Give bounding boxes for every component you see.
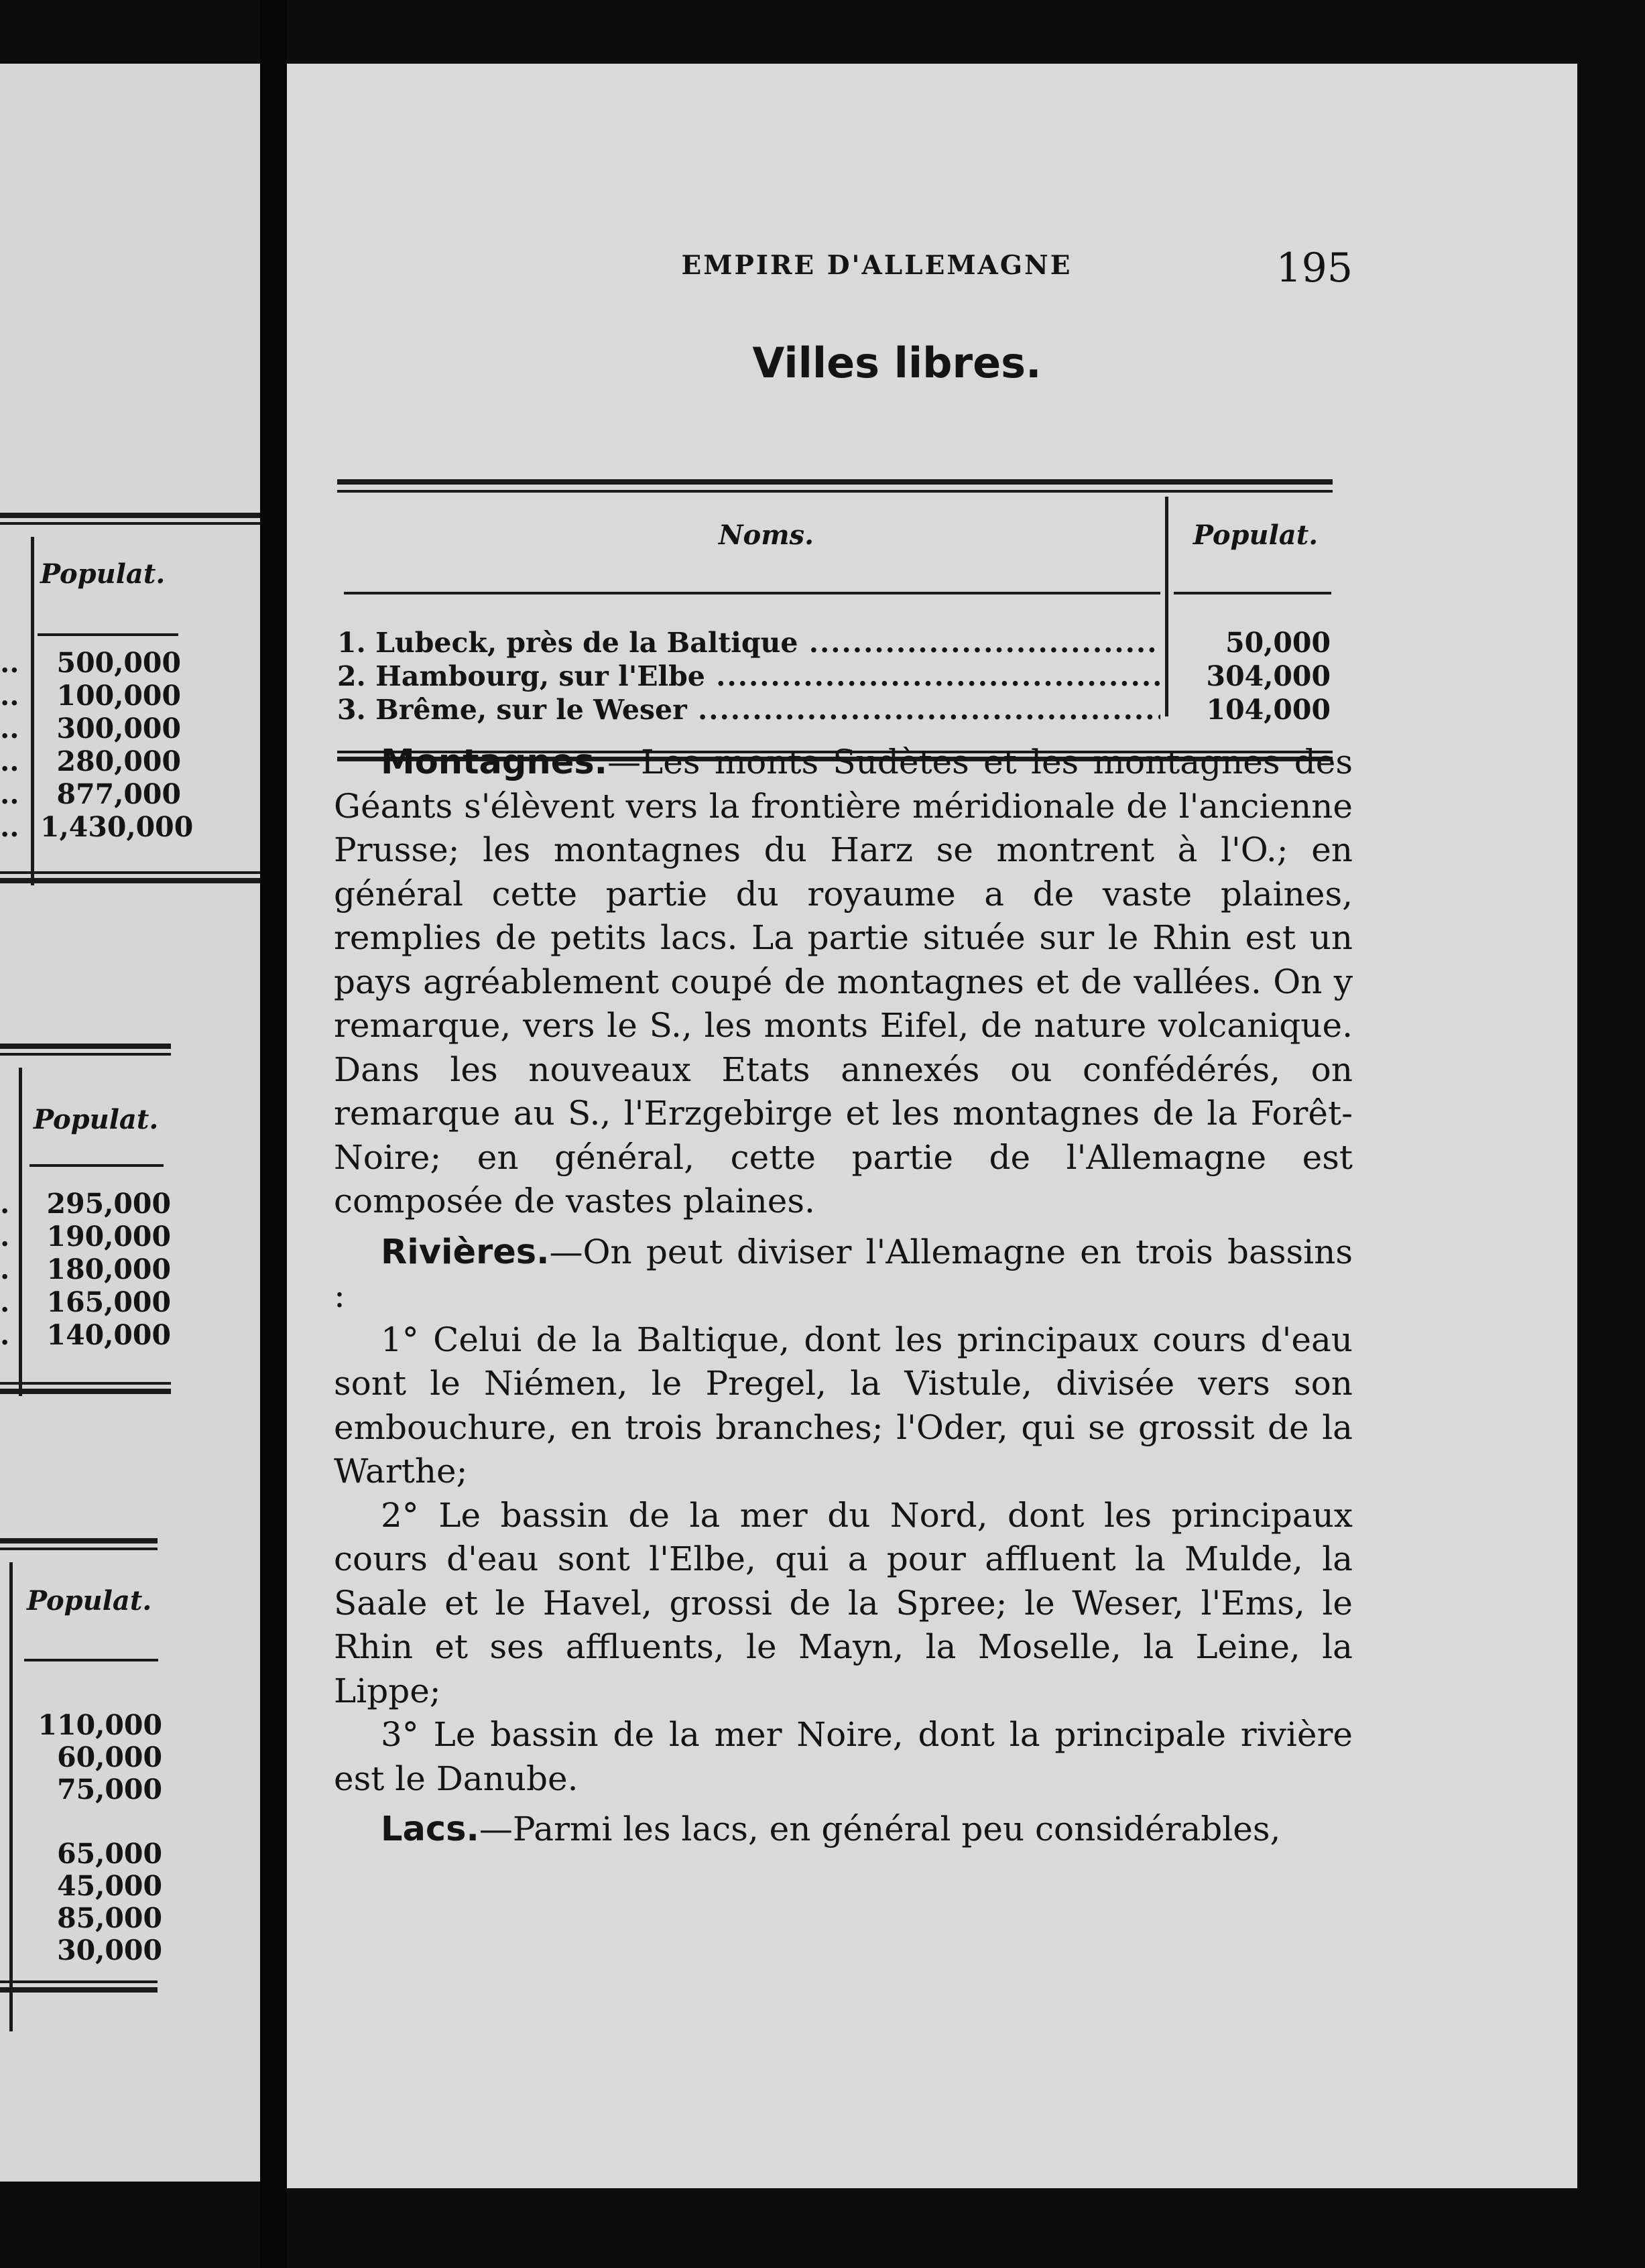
column-divider <box>19 1068 22 1396</box>
table-top-rule <box>337 479 1333 485</box>
table-top-rule <box>0 1538 158 1550</box>
left-table-2 <box>0 1044 260 1472</box>
paragraph-mer-du-nord <box>334 1494 1353 1714</box>
table-top-rule <box>0 513 260 525</box>
city-name: 2. Hambourg, sur l'Elbe ..... <box>337 660 1160 692</box>
header-rule <box>1174 592 1331 594</box>
value: 1,430,000 <box>40 811 194 843</box>
table-bottom-rule <box>0 871 260 883</box>
header-rule <box>344 592 1160 594</box>
table-row <box>337 660 1333 694</box>
table-top-rule-thin <box>337 490 1333 493</box>
value-list <box>40 647 194 844</box>
value: 190,000 <box>46 1220 171 1253</box>
paragraph-text: 3° Le bassin de la mer Noire, dont la principale rivière est le Danube. <box>334 1715 1353 1798</box>
value: 75,000 <box>57 1773 162 1806</box>
cities-table <box>337 412 1333 774</box>
column-divider <box>9 1562 13 2031</box>
table-bottom-rule-wrap <box>0 871 260 883</box>
leader-dots: .. .. .. .. .. .. <box>0 647 19 843</box>
header-rule <box>29 1164 164 1167</box>
value: 877,000 <box>56 778 181 810</box>
value: 65,000 <box>57 1838 162 1870</box>
city-population: 50,000 <box>1225 627 1331 659</box>
value-list <box>27 1188 171 1352</box>
value: 60,000 <box>57 1741 162 1773</box>
paragraph-text: 1° Celui de la Baltique, dont les principaux cours d'eau sont le Niémen, le Pregel, la Vistule, divisée vers son embouchure, en trois branches; l'Oder, qui se grossit de la Warthe; <box>334 1320 1353 1491</box>
book-page <box>287 64 1577 2188</box>
value: 100,000 <box>56 680 181 712</box>
table-bottom-rule-wrap <box>0 1980 158 1993</box>
previous-page-fragment <box>0 64 260 2182</box>
value: 45,000 <box>57 1870 162 1902</box>
table-bottom-rule <box>0 1382 171 1394</box>
paragraph-lead: Montagnes. <box>381 743 608 782</box>
column-header: Populat. <box>27 1585 152 1617</box>
book-gutter <box>260 0 287 2268</box>
paragraph-text: —Parmi les lacs, en général peu considérables, <box>479 1810 1281 1848</box>
table-top-rule <box>0 1044 171 1056</box>
value: 500,000 <box>56 647 181 679</box>
value: 295,000 <box>46 1188 171 1220</box>
paragraph-lacs <box>334 1808 1353 1852</box>
paragraph-mer-noire <box>334 1713 1353 1801</box>
table-row <box>337 627 1333 660</box>
value <box>13 1806 162 1838</box>
city-population: 104,000 <box>1206 694 1331 726</box>
paragraph-lead: Lacs. <box>381 1810 479 1849</box>
value: 280,000 <box>56 745 181 777</box>
paragraph-montagnes <box>334 741 1353 1224</box>
value: 300,000 <box>56 712 181 745</box>
left-table-1 <box>0 513 260 928</box>
paragraph-rivieres <box>334 1231 1353 1318</box>
city-name: 1. Lubeck, près de la Baltique ..... <box>337 627 1160 659</box>
column-divider <box>31 537 34 885</box>
paragraph-text: —On peut diviser l'Allemagne en trois bassins : <box>334 1232 1353 1315</box>
table-row <box>337 694 1333 727</box>
value: 140,000 <box>46 1319 171 1351</box>
value: 85,000 <box>57 1902 162 1934</box>
column-header-population: Populat. <box>1193 519 1319 551</box>
body-text <box>334 741 1353 1852</box>
value: 180,000 <box>46 1253 171 1285</box>
column-header-name: Noms. <box>718 519 814 551</box>
paragraph-text: 2° Le bassin de la mer du Nord, dont les principaux cours d'eau sont l'Elbe, qui a pour affluent la Mulde, la Saale et le Havel, grossi de la Spree; le Weser, l'Ems, le Rhin et ses affluents, le Mayn, la Moselle, la Leine, la Lippe; <box>334 1495 1353 1710</box>
column-header: Populat. <box>40 558 166 590</box>
section-title: Villes libres. <box>752 338 1042 387</box>
header-rule <box>24 1659 158 1661</box>
city-population: 304,000 <box>1206 660 1331 692</box>
value: 30,000 <box>57 1934 162 1966</box>
value-list <box>13 1709 162 1966</box>
city-name: 3. Brême, sur le Weser ..... <box>337 694 1160 726</box>
running-head <box>287 245 1577 292</box>
table-bottom-rule <box>0 1980 158 1993</box>
table-bottom-rule-wrap <box>0 1382 171 1394</box>
paragraph-text: —Les monts Sudètes et les montagnes des Géants s'élèvent vers la frontière méridionale de l'ancienne Prusse; les montagnes du Harz se montrent à l'O.; en général cette partie du royaume a de vaste plaines, remplies de petits lacs. La partie située sur le Rhin est un pays agréablement coupé de montagnes et de vallées. On y remarque, vers le S., les monts Eifel, de nature volcanique. Dans les nouveaux Etats annexés ou confédérés, on remarque au S., l'Erzgebirge et les montagnes de la Forêt-Noire; en général, cette partie de l'Allemagne est composée de vastes plaines. <box>334 743 1353 1220</box>
paragraph-lead: Rivières. <box>381 1232 550 1272</box>
left-table-3 <box>0 1538 260 2088</box>
running-title: EMPIRE D'ALLEMAGNE <box>681 250 1073 281</box>
page-number: 195 <box>1276 245 1353 292</box>
leader-dots: . . . . . <box>0 1188 10 1351</box>
value: 165,000 <box>46 1286 171 1318</box>
column-header: Populat. <box>34 1104 159 1135</box>
paragraph-baltique <box>334 1318 1353 1494</box>
header-rule <box>38 633 178 636</box>
value: 110,000 <box>38 1709 162 1741</box>
